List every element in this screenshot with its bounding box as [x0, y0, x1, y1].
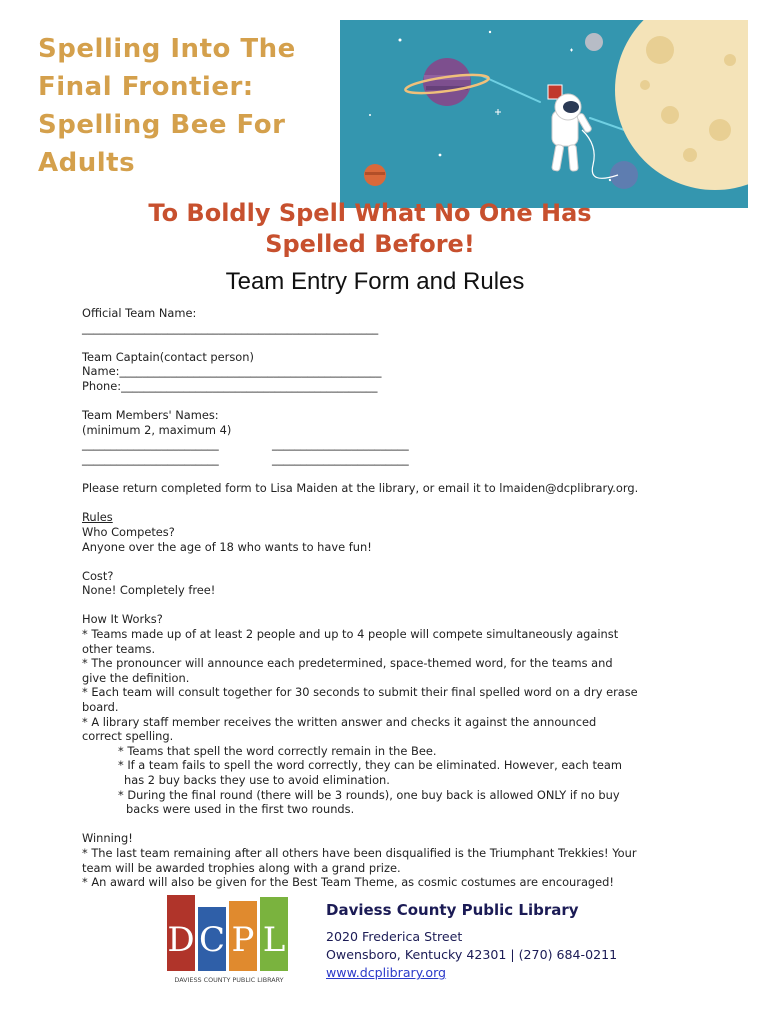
who-heading: Who Competes?	[82, 524, 175, 539]
captain-phone-field[interactable]: Phone:_____________________________________________	[82, 378, 378, 393]
library-contact	[326, 901, 617, 982]
astronaut-moon-icon	[340, 20, 748, 208]
member-field[interactable]: ________________________	[272, 451, 409, 466]
rule-line: correct spelling.	[82, 729, 174, 744]
return-instructions: Please return completed form to Lisa Maiden at the library, or email it to lmaiden@dcplibrary.org.	[82, 481, 639, 496]
sub-rule-line: * During the final round (there will be 3 rounds), one buy back is allowed ONLY if no buy	[118, 787, 620, 802]
sub-rule-line: * Teams that spell the word correctly remain in the Bee.	[118, 743, 437, 758]
member-fields-row	[82, 452, 682, 467]
form-body	[82, 306, 682, 890]
tagline-line: Spelled Before!	[265, 230, 475, 258]
team-name-field[interactable]: ____________________________________________________	[82, 320, 379, 335]
library-name: Daviess County Public Library	[326, 901, 579, 919]
rule-line: * Teams made up of at least 2 people and up to 4 people will compete simultaneously against	[82, 627, 619, 642]
rule-line: * Each team will consult together for 30 seconds to submit their final spelled word on a dry erase	[82, 685, 638, 700]
logo-letter: D	[167, 920, 195, 960]
library-city-phone: Owensboro, Kentucky 42301 | (270) 684-0211	[326, 947, 618, 962]
rule-line: give the definition.	[82, 670, 190, 685]
winning-heading: Winning!	[82, 831, 133, 846]
member-fields-row	[82, 437, 682, 452]
form-title: Team Entry Form and Rules	[225, 268, 525, 295]
logo-letter: P	[231, 920, 255, 960]
rules-heading: Rules	[82, 510, 113, 525]
who-text: Anyone over the age of 18 who wants to have fun!	[82, 539, 372, 554]
title-line: Adults	[38, 148, 136, 178]
winning-line: * An award will also be given for the Best Team Theme, as cosmic costumes are encouraged!	[82, 875, 614, 890]
event-title	[38, 30, 338, 182]
rule-line: board.	[82, 700, 119, 715]
logo-letter: L	[262, 920, 286, 960]
sub-rule-line: backs were used in the first two rounds.	[126, 802, 355, 817]
title-line: Spelling Bee For	[38, 110, 286, 140]
cost-text: None! Completely free!	[82, 583, 216, 598]
captain-name-field[interactable]: Name:______________________________________________	[82, 364, 382, 379]
member-field[interactable]: ________________________	[82, 437, 219, 452]
how-heading: How It Works?	[82, 612, 163, 627]
logo-letter: C	[198, 920, 226, 960]
team-name-label: Official Team Name:	[82, 306, 197, 320]
logo-caption: DAVIESS COUNTY PUBLIC LIBRARY	[174, 976, 284, 984]
sub-rule-line: * If a team fails to spell the word correctly, they can be eliminated. However, each team	[118, 758, 623, 773]
sub-rule-line: has 2 buy backs they use to avoid elimination.	[124, 773, 390, 787]
members-note: (minimum 2, maximum 4)	[82, 422, 232, 437]
dcpl-logo	[164, 893, 294, 985]
rule-line: other teams.	[82, 641, 156, 656]
captain-label: Team Captain(contact person)	[82, 349, 254, 364]
tagline-line: To Boldly Spell What No One Has	[148, 199, 592, 227]
rule-line: * The pronouncer will announce each predetermined, space-themed word, for the teams and	[82, 656, 613, 671]
title-line: Spelling Into The	[38, 34, 296, 64]
member-field[interactable]: ________________________	[272, 437, 409, 452]
dcpl-logo-icon	[164, 893, 294, 985]
library-website-link[interactable]: www.dcplibrary.org	[326, 965, 447, 980]
library-address: 2020 Frederica Street	[326, 929, 463, 944]
member-field[interactable]: ________________________	[82, 451, 219, 466]
winning-line: team will be awarded trophies along with a grand prize.	[82, 860, 401, 875]
space-banner-illustration	[340, 20, 748, 208]
winning-line: * The last team remaining after all others have been disqualified is the Triumphant Trekkies! Your	[82, 845, 637, 860]
rule-line: * A library staff member receives the written answer and checks it against the announced	[82, 714, 597, 729]
title-line: Final Frontier:	[38, 72, 254, 102]
cost-heading: Cost?	[82, 568, 114, 583]
members-label: Team Members' Names:	[82, 408, 219, 423]
event-tagline	[0, 198, 740, 260]
